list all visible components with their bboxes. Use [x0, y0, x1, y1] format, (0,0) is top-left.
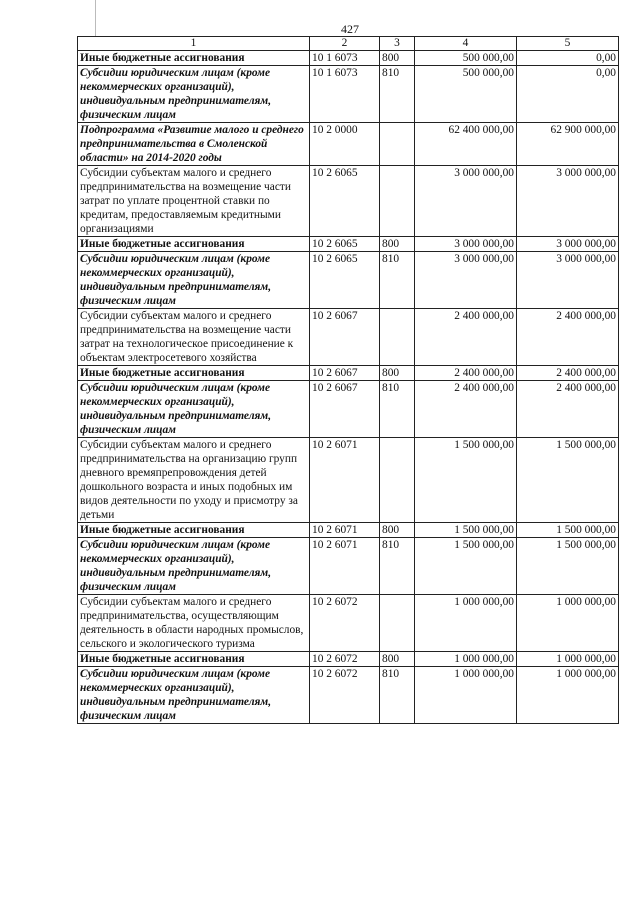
- table-row: [78, 309, 619, 366]
- table-row: [78, 66, 619, 123]
- row-amount-1-cell: 1 500 000,00: [415, 538, 517, 595]
- row-code-cell: 10 2 6072: [310, 652, 380, 667]
- row-code-cell: 10 2 6067: [310, 381, 380, 438]
- column-header-1: 1: [78, 37, 310, 51]
- table-body: [78, 51, 619, 724]
- table-row: [78, 652, 619, 667]
- table-header-row: [78, 37, 619, 51]
- row-name-cell: Субсидии юридическим лицам (кроме некоммерческих организаций), индивидуальным предпринимателям, физическим лицам: [78, 538, 310, 595]
- row-amount-1-cell: 1 500 000,00: [415, 438, 517, 523]
- row-amount-1-cell: 2 400 000,00: [415, 381, 517, 438]
- row-amount-2-cell: 1 000 000,00: [517, 595, 619, 652]
- column-header-4: 4: [415, 37, 517, 51]
- row-amount-1-cell: 2 400 000,00: [415, 309, 517, 366]
- row-amount-2-cell: 0,00: [517, 66, 619, 123]
- row-expense-type-cell: 810: [380, 66, 415, 123]
- row-amount-2-cell: 2 400 000,00: [517, 366, 619, 381]
- row-amount-2-cell: 62 900 000,00: [517, 123, 619, 166]
- row-expense-type-cell: 810: [380, 667, 415, 724]
- row-name-cell: Иные бюджетные ассигнования: [78, 366, 310, 381]
- table-row: [78, 438, 619, 523]
- row-amount-1-cell: 500 000,00: [415, 66, 517, 123]
- row-amount-1-cell: 3 000 000,00: [415, 237, 517, 252]
- row-code-cell: 10 2 0000: [310, 123, 380, 166]
- row-name-cell: Субсидии юридическим лицам (кроме некоммерческих организаций), индивидуальным предпринимателям, физическим лицам: [78, 381, 310, 438]
- budget-table: [77, 36, 619, 724]
- table-row: [78, 366, 619, 381]
- row-name-cell: Субсидии субъектам малого и среднего предпринимательства на возмещение части затрат по уплате процентной ставки по кредитам, предоставляемым кредитными организациями: [78, 166, 310, 237]
- row-name-cell: Субсидии юридическим лицам (кроме некоммерческих организаций), индивидуальным предпринимателям, физическим лицам: [78, 667, 310, 724]
- row-code-cell: 10 2 6071: [310, 538, 380, 595]
- row-name-cell: Субсидии субъектам малого и среднего предпринимательства на возмещение части затрат на технологическое присоединение к объектам электросетевого хозяйства: [78, 309, 310, 366]
- row-name-cell: Субсидии юридическим лицам (кроме некоммерческих организаций), индивидуальным предпринимателям, физическим лицам: [78, 66, 310, 123]
- row-code-cell: 10 1 6073: [310, 51, 380, 66]
- row-expense-type-cell: [380, 166, 415, 237]
- row-expense-type-cell: 810: [380, 252, 415, 309]
- row-expense-type-cell: [380, 595, 415, 652]
- row-amount-1-cell: 1 000 000,00: [415, 667, 517, 724]
- table-row: [78, 538, 619, 595]
- table-row: [78, 51, 619, 66]
- row-expense-type-cell: [380, 309, 415, 366]
- row-expense-type-cell: 800: [380, 652, 415, 667]
- row-expense-type-cell: 810: [380, 538, 415, 595]
- row-amount-2-cell: 1 000 000,00: [517, 652, 619, 667]
- column-header-2: 2: [310, 37, 380, 51]
- row-amount-1-cell: 1 000 000,00: [415, 652, 517, 667]
- row-amount-2-cell: 3 000 000,00: [517, 252, 619, 309]
- row-name-cell: Иные бюджетные ассигнования: [78, 523, 310, 538]
- table-row: [78, 523, 619, 538]
- row-amount-2-cell: 0,00: [517, 51, 619, 66]
- row-amount-2-cell: 1 000 000,00: [517, 667, 619, 724]
- row-amount-1-cell: 1 500 000,00: [415, 523, 517, 538]
- row-expense-type-cell: 800: [380, 51, 415, 66]
- row-name-cell: Субсидии юридическим лицам (кроме некоммерческих организаций), индивидуальным предпринимателям, физическим лицам: [78, 252, 310, 309]
- row-expense-type-cell: 810: [380, 381, 415, 438]
- row-code-cell: 10 2 6067: [310, 309, 380, 366]
- row-code-cell: 10 2 6065: [310, 252, 380, 309]
- row-amount-2-cell: 2 400 000,00: [517, 381, 619, 438]
- row-code-cell: 10 2 6071: [310, 523, 380, 538]
- row-amount-1-cell: 62 400 000,00: [415, 123, 517, 166]
- row-amount-2-cell: 3 000 000,00: [517, 237, 619, 252]
- row-expense-type-cell: 800: [380, 237, 415, 252]
- row-amount-2-cell: 1 500 000,00: [517, 538, 619, 595]
- table-row: [78, 595, 619, 652]
- row-amount-2-cell: 2 400 000,00: [517, 309, 619, 366]
- row-expense-type-cell: 800: [380, 366, 415, 381]
- row-amount-2-cell: 1 500 000,00: [517, 438, 619, 523]
- row-code-cell: 10 1 6073: [310, 66, 380, 123]
- row-amount-2-cell: 1 500 000,00: [517, 523, 619, 538]
- row-code-cell: 10 2 6065: [310, 166, 380, 237]
- table-row: [78, 123, 619, 166]
- row-amount-1-cell: 3 000 000,00: [415, 252, 517, 309]
- row-amount-1-cell: 3 000 000,00: [415, 166, 517, 237]
- row-name-cell: Субсидии субъектам малого и среднего предпринимательства на организацию групп дневного времяпрепровождения детей дошкольного возраста и иных подобных им видов деятельности по уходу и присмотру за детьми: [78, 438, 310, 523]
- row-amount-2-cell: 3 000 000,00: [517, 166, 619, 237]
- row-name-cell: Иные бюджетные ассигнования: [78, 237, 310, 252]
- row-expense-type-cell: 800: [380, 523, 415, 538]
- column-header-3: 3: [380, 37, 415, 51]
- row-code-cell: 10 2 6065: [310, 237, 380, 252]
- row-name-cell: Иные бюджетные ассигнования: [78, 51, 310, 66]
- row-name-cell: Иные бюджетные ассигнования: [78, 652, 310, 667]
- row-expense-type-cell: [380, 123, 415, 166]
- row-amount-1-cell: 500 000,00: [415, 51, 517, 66]
- table-row: [78, 166, 619, 237]
- column-header-5: 5: [517, 37, 619, 51]
- table-row: [78, 252, 619, 309]
- row-code-cell: 10 2 6071: [310, 438, 380, 523]
- page-number: 427: [341, 22, 359, 36]
- row-expense-type-cell: [380, 438, 415, 523]
- table-row: [78, 667, 619, 724]
- table-row: [78, 381, 619, 438]
- row-code-cell: 10 2 6072: [310, 667, 380, 724]
- row-amount-1-cell: 1 000 000,00: [415, 595, 517, 652]
- row-amount-1-cell: 2 400 000,00: [415, 366, 517, 381]
- row-code-cell: 10 2 6072: [310, 595, 380, 652]
- table-row: [78, 237, 619, 252]
- row-name-cell: Подпрограмма «Развитие малого и среднего предпринимательства в Смоленской области» на 2014-2020 годы: [78, 123, 310, 166]
- row-name-cell: Субсидии субъектам малого и среднего предпринимательства, осуществляющим деятельность в области народных промыслов, сельского и экологического туризма: [78, 595, 310, 652]
- row-code-cell: 10 2 6067: [310, 366, 380, 381]
